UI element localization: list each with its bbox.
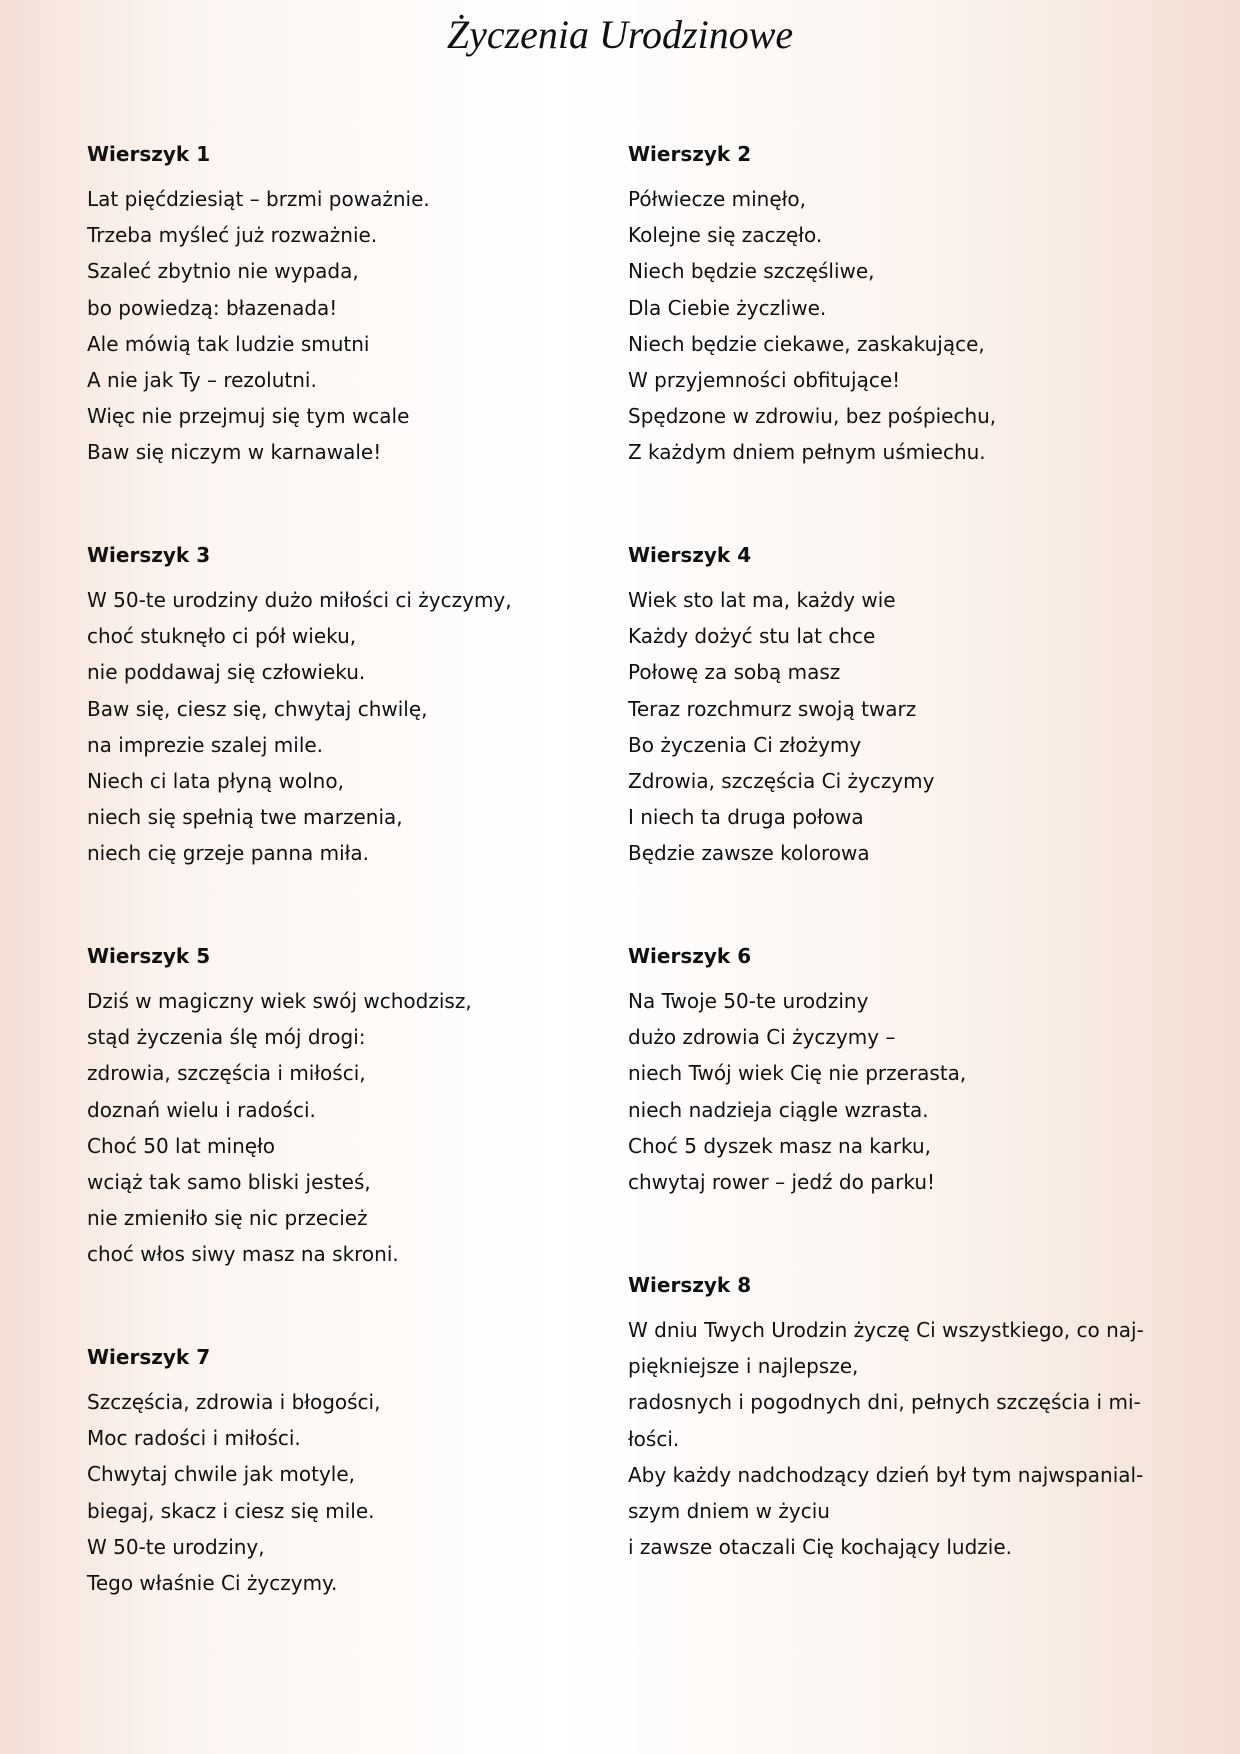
page-title: Życzenia Urodzinowe [446, 12, 794, 57]
poem-line: Będzie zawsze kolorowa [628, 841, 870, 866]
poem-lines [87, 1384, 617, 1601]
poem-line: choć stuknęło ci pół wieku, [87, 624, 357, 649]
poem-line: A nie jak Ty – rezolutni. [87, 368, 317, 393]
poem-line: chwytaj rower – jedź do parku! [628, 1170, 936, 1195]
poem-lines [628, 1312, 1188, 1565]
poem-lines [628, 582, 1158, 872]
poem-heading: Wierszyk 1 [87, 142, 211, 166]
poem-line: niech nadzieja ciągle wzrasta. [628, 1097, 929, 1122]
poem-line: Kolejne się zaczęło. [628, 223, 823, 248]
poem-line: zdrowia, szczęścia i miłości, [87, 1061, 366, 1086]
poem-line: Niech ci lata płyną wolno, [87, 769, 344, 794]
poem-line: biegaj, skacz i ciesz się mile. [87, 1498, 375, 1523]
poem-line: W przyjemności obfitujące! [628, 368, 901, 393]
poem-line: Półwiecze minęło, [628, 187, 806, 211]
poem-line: i zawsze otaczali Cię kochający ludzie. [628, 1535, 1013, 1560]
poem-heading: Wierszyk 8 [628, 1273, 752, 1297]
poem-line: Lat pięćdziesiąt – brzmi poważnie. [87, 187, 430, 211]
poem-5 [87, 941, 617, 1273]
poem-line: radosnych i pogodnych dni, pełnych szczęścia i mi- [628, 1390, 1141, 1415]
poem-line: dużo zdrowia Ci życzymy – [628, 1025, 896, 1050]
poem-line: piękniejsze i najlepsze, [628, 1354, 859, 1379]
poem-3 [87, 540, 617, 872]
poem-line: doznań wielu i radości. [87, 1097, 316, 1122]
poem-line: Aby każdy nadchodzący dzień był tym najwspanial- [628, 1462, 1144, 1487]
poem-line: Teraz rozchmurz swoją twarz [628, 696, 917, 721]
poem-lines [628, 181, 1158, 471]
poem-line: wciąż tak samo bliski jesteś, [87, 1170, 371, 1195]
poem-line: bo powiedzą: błazenada! [87, 295, 338, 320]
poem-line: Wiek sto lat ma, każdy wie [628, 588, 896, 612]
poem-line: niech się spełnią twe marzenia, [87, 805, 403, 830]
poem-line: Niech będzie szczęśliwe, [628, 259, 875, 284]
poem-line: Dla Ciebie życzliwe. [628, 295, 827, 320]
poem-line: Szczęścia, zdrowia i błogości, [87, 1390, 381, 1414]
poem-line: Baw się, ciesz się, chwytaj chwilę, [87, 696, 428, 721]
poem-heading: Wierszyk 4 [628, 543, 752, 567]
poem-heading: Wierszyk 2 [628, 142, 752, 166]
poem-line: Niech będzie ciekawe, zaskakujące, [628, 331, 985, 356]
poem-line: Każdy dożyć stu lat chce [628, 624, 876, 649]
poem-line: Na Twoje 50-te urodziny [628, 989, 869, 1013]
poem-line: Moc radości i miłości. [87, 1426, 301, 1451]
poem-1 [87, 139, 617, 471]
poem-line: Spędzone w zdrowiu, bez pośpiechu, [628, 404, 997, 429]
poem-line: Choć 5 dyszek masz na karku, [628, 1133, 932, 1158]
poem-line: W 50-te urodziny dużo miłości ci życzymy, [87, 588, 512, 612]
poem-heading: Wierszyk 3 [87, 543, 211, 567]
poem-line: Więc nie przejmuj się tym wcale [87, 404, 410, 429]
poem-lines [628, 983, 1158, 1200]
poem-line: Dziś w magiczny wiek swój wchodzisz, [87, 989, 472, 1013]
poem-4 [628, 540, 1158, 872]
poem-7 [87, 1342, 617, 1601]
poem-line: Baw się niczym w karnawale! [87, 440, 382, 465]
poem-8 [628, 1270, 1188, 1565]
poem-lines [87, 582, 617, 872]
poem-line: choć włos siwy masz na skroni. [87, 1242, 399, 1267]
poem-2 [628, 139, 1158, 471]
poem-line: Bo życzenia Ci złożymy [628, 732, 862, 757]
poem-line: Połowę za sobą masz [628, 660, 841, 685]
poem-lines [87, 983, 617, 1273]
poem-line: stąd życzenia ślę mój drogi: [87, 1025, 366, 1050]
poem-line: Ale mówią tak ludzie smutni [87, 331, 370, 356]
poem-heading: Wierszyk 7 [87, 1345, 211, 1369]
poem-line: Z każdym dniem pełnym uśmiechu. [628, 440, 986, 465]
poem-line: Choć 50 lat minęło [87, 1133, 275, 1158]
poem-heading: Wierszyk 6 [628, 944, 752, 968]
poem-line: na imprezie szalej mile. [87, 732, 324, 757]
poem-line: szym dniem w życiu [628, 1499, 830, 1524]
poem-line: Zdrowia, szczęścia Ci życzymy [628, 769, 935, 794]
poem-line: łości. [628, 1426, 680, 1451]
poem-line: Trzeba myśleć już rozważnie. [87, 223, 378, 248]
poem-lines [87, 181, 617, 471]
poem-line: I niech ta druga połowa [628, 805, 864, 830]
poem-heading: Wierszyk 5 [87, 944, 211, 968]
poem-line: W 50-te urodziny, [87, 1534, 265, 1559]
poem-line: Chwytaj chwile jak motyle, [87, 1462, 356, 1487]
poem-line: Tego właśnie Ci życzymy. [87, 1571, 338, 1596]
poem-6 [628, 941, 1158, 1200]
poem-line: niech Twój wiek Cię nie przerasta, [628, 1061, 967, 1086]
poem-line: W dniu Twych Urodzin życzę Ci wszystkiego, co naj- [628, 1318, 1144, 1342]
poem-line: nie poddawaj się człowieku. [87, 660, 366, 685]
poem-line: niech cię grzeje panna miła. [87, 841, 369, 866]
poem-line: nie zmieniło się nic przecież [87, 1206, 368, 1231]
poem-line: Szaleć zbytnio nie wypada, [87, 259, 359, 284]
